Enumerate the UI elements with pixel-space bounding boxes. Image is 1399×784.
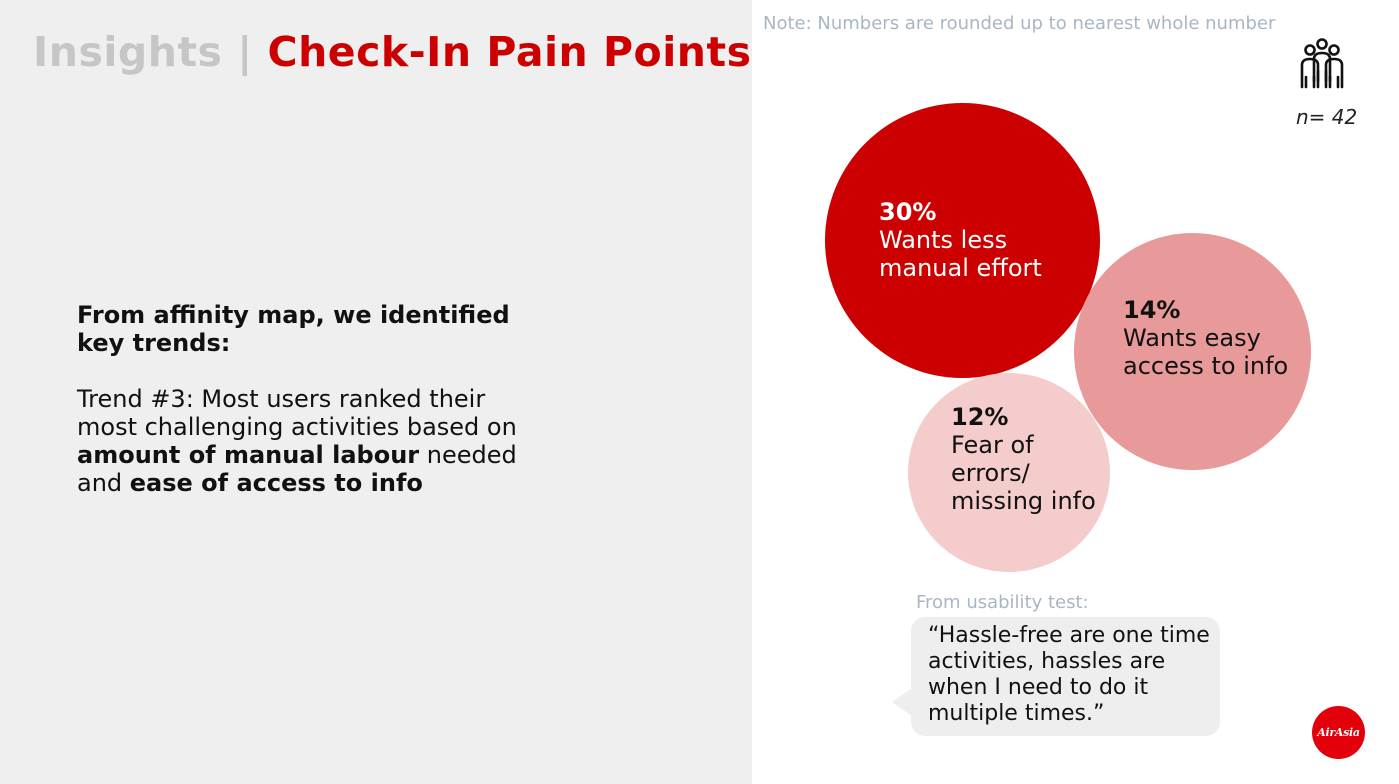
trend-description — [77, 385, 517, 497]
page-title — [33, 28, 751, 76]
bubble-label: Fear of errors/ missing info — [951, 431, 1096, 515]
bubble-percentage: 14% — [1123, 296, 1181, 324]
bubble-label: Wants less manual effort — [879, 226, 1042, 282]
bubble-fear-errors-text — [951, 403, 1101, 515]
title-main: Check-In Pain Points — [267, 28, 752, 76]
logo-text: AirAsia — [1317, 726, 1360, 739]
trend-text-1: Trend #3: Most users ranked their most challenging activities based on — [77, 385, 517, 441]
bubble-percentage: 12% — [951, 403, 1009, 431]
bubble-manual-effort-text — [879, 198, 1079, 282]
sample-size: n= 42 — [1296, 105, 1358, 129]
airasia-logo — [1312, 706, 1365, 759]
trend-bold-1: amount of manual labour — [77, 441, 420, 469]
title-prefix: Insights | — [33, 28, 253, 76]
people-group-icon — [1293, 37, 1351, 95]
speech-tail — [892, 688, 912, 716]
user-quote: “Hassle-free are one time activities, hassles are when I need to do it multiple times.” — [928, 623, 1210, 726]
trends-heading: From affinity map, we identified key trends: — [77, 301, 510, 357]
trend-text-2: needed and — [77, 441, 517, 497]
right-panel — [752, 0, 1399, 784]
bubble-easy-access-text — [1123, 296, 1293, 380]
quote-source-label: From usability test: — [916, 592, 1089, 613]
rounding-note: Note: Numbers are rounded up to nearest whole number — [763, 13, 1276, 34]
trend-bold-2: ease of access to info — [129, 469, 423, 497]
bubble-percentage: 30% — [879, 198, 937, 226]
bubble-label: Wants easy access to info — [1123, 324, 1289, 380]
